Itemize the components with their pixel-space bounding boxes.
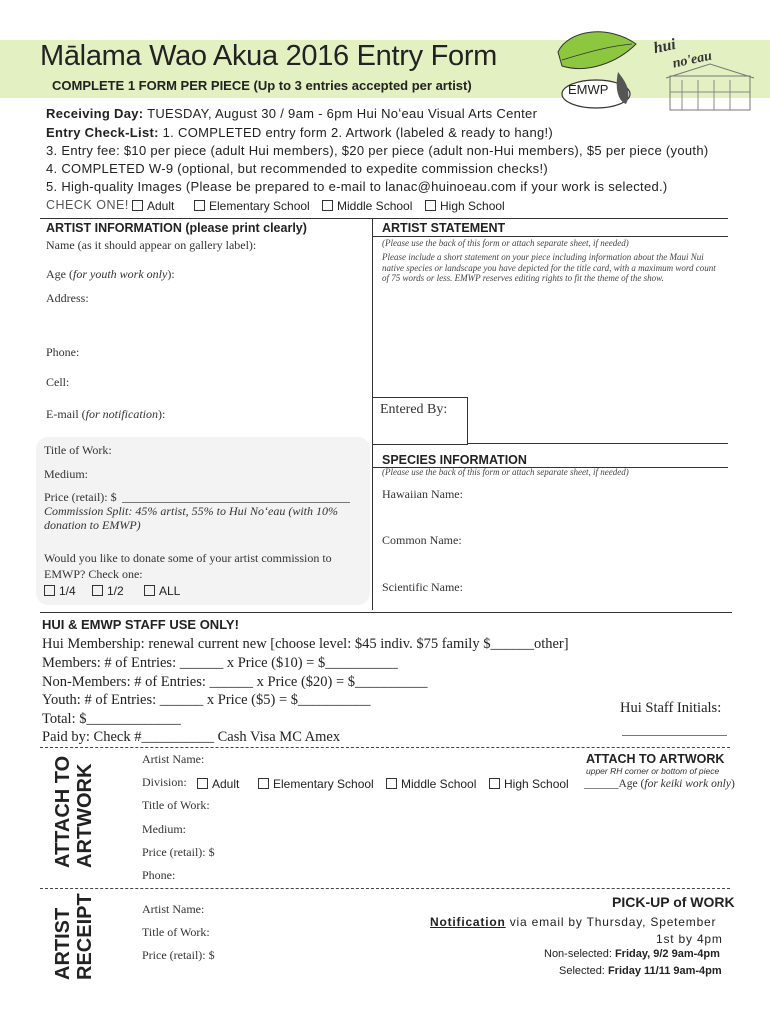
- age-field[interactable]: Age (for youth work only):: [46, 267, 175, 281]
- artist-statement-heading: ARTIST STATEMENT: [382, 221, 506, 235]
- cell-field[interactable]: Cell:: [46, 375, 70, 389]
- medium-field[interactable]: Medium:: [44, 467, 88, 481]
- receipt-title-of-work[interactable]: Title of Work:: [142, 925, 210, 939]
- attach-heading: ATTACH TO ARTWORK: [586, 752, 725, 766]
- selected-pickup: Selected: Friday 11/11 9am-4pm: [559, 965, 722, 977]
- attach-division-elementary[interactable]: Elementary School: [258, 777, 374, 791]
- attach-side-label: ATTACH TO ARTWORK: [52, 755, 96, 868]
- checklist-item-5: 5. High-quality Images (Please be prepared to e-mail to lanac@huinoeau.com if your work is selected.): [46, 179, 668, 194]
- hawaiian-name-field[interactable]: Hawaiian Name:: [382, 487, 463, 501]
- form-subtitle: COMPLETE 1 FORM PER PIECE (Up to 3 entries accepted per artist): [52, 78, 472, 93]
- checkbox-icon[interactable]: [258, 778, 269, 789]
- checkbox-icon[interactable]: [197, 778, 208, 789]
- checkbox-icon[interactable]: [144, 585, 155, 596]
- paid-by: Paid by: Check #__________ Cash Visa MC Amex: [42, 729, 341, 745]
- species-heading: SPECIES INFORMATION: [382, 453, 527, 467]
- initials-underline: [622, 735, 727, 736]
- divider: [372, 236, 728, 237]
- cut-line: [40, 888, 730, 889]
- donate-quarter[interactable]: 1/4: [44, 584, 76, 598]
- title-of-work-field[interactable]: Title of Work:: [44, 443, 112, 457]
- check-adult[interactable]: Adult: [132, 199, 174, 213]
- notification-line-2: 1st by 4pm: [656, 932, 723, 946]
- hui-membership: Hui Membership: renewal current new [choose level: $45 indiv. $75 family $______other]: [42, 636, 569, 652]
- check-elementary[interactable]: Elementary School: [194, 199, 310, 213]
- address-field[interactable]: Address:: [46, 291, 89, 305]
- statement-note: (Please use the back of this form or attach separate sheet, if needed): [382, 238, 629, 248]
- species-note: (Please use the back of this form or attach separate sheet, if needed): [382, 467, 629, 477]
- attach-division-adult[interactable]: Adult: [197, 777, 239, 791]
- nonmembers-entries: Non-Members: # of Entries: ______ x Price ($20) = $__________: [42, 674, 428, 690]
- svg-text:no'eau: no'eau: [671, 48, 714, 72]
- check-one-label: CHECK ONE!: [46, 198, 129, 212]
- checkbox-icon[interactable]: [92, 585, 103, 596]
- commission-split: Commission Split: 45% artist, 55% to Hui Noʻeau (with 10% donation to EMWP): [44, 504, 338, 532]
- divider: [467, 443, 728, 444]
- entry-checklist: Entry Check-List: 1. COMPLETED entry form 2. Artwork (labeled & ready to hang!): [46, 125, 554, 140]
- donate-half[interactable]: 1/2: [92, 584, 124, 598]
- entered-by-label: Entered By:: [380, 402, 448, 417]
- emwp-logo-text: EMWP: [568, 82, 609, 97]
- attach-title-of-work[interactable]: Title of Work:: [142, 798, 210, 812]
- checkbox-icon[interactable]: [425, 200, 436, 211]
- notification-line: Notification via email by Thursday, Spetember: [430, 915, 717, 929]
- svg-text:hui: hui: [652, 35, 678, 58]
- attach-medium[interactable]: Medium:: [142, 822, 186, 836]
- checkbox-icon[interactable]: [322, 200, 333, 211]
- members-entries: Members: # of Entries: ______ x Price ($10) = $__________: [42, 655, 398, 671]
- common-name-field[interactable]: Common Name:: [382, 533, 462, 547]
- youth-entries: Youth: # of Entries: ______ x Price ($5) = $__________: [42, 692, 371, 708]
- attach-division-label: Division:: [142, 775, 187, 789]
- receipt-price[interactable]: Price (retail): $: [142, 948, 215, 962]
- cut-line: [40, 747, 730, 748]
- price-underline: [122, 502, 350, 503]
- staff-heading: HUI & EMWP STAFF USE ONLY!: [42, 617, 239, 632]
- pickup-heading: PICK-UP of WORK: [612, 894, 735, 910]
- attach-division-middle[interactable]: Middle School: [386, 777, 476, 791]
- attach-subheading: upper RH corner or bottom of piece: [586, 766, 720, 776]
- receipt-side-label: ARTIST RECEIPT: [52, 893, 96, 980]
- divider: [40, 612, 732, 613]
- checkbox-icon[interactable]: [194, 200, 205, 211]
- nonselected-pickup: Non-selected: Friday, 9/2 9am-4pm: [544, 948, 720, 960]
- receiving-day: Receiving Day: TUESDAY, August 30 / 9am - 6pm Hui Noʻeau Visual Arts Center: [46, 106, 538, 121]
- check-middle[interactable]: Middle School: [322, 199, 412, 213]
- emwp-logo: [548, 22, 648, 114]
- attach-age-field[interactable]: ______Age (for keiki work only): [584, 778, 735, 790]
- name-field[interactable]: Name (as it should appear on gallery label):: [46, 238, 257, 252]
- staff-initials: Hui Staff Initials:: [620, 700, 722, 716]
- total: Total: $_____________: [42, 711, 181, 727]
- donate-all[interactable]: ALL: [144, 584, 180, 598]
- checklist-item-3: 3. Entry fee: $10 per piece (adult Hui members), $20 per piece (adult non-Hui members), $5 per piece (youth): [46, 143, 709, 158]
- hui-noeau-logo: [650, 28, 760, 118]
- checklist-item-4: 4. COMPLETED W-9 (optional, but recommended to expedite commission checks!): [46, 161, 549, 176]
- attach-artist-name[interactable]: Artist Name:: [142, 752, 205, 766]
- attach-division-high[interactable]: High School: [489, 777, 569, 791]
- checkbox-icon[interactable]: [489, 778, 500, 789]
- email-field[interactable]: E-mail (for notification):: [46, 407, 166, 421]
- divider: [40, 218, 728, 219]
- attach-price[interactable]: Price (retail): $: [142, 845, 215, 859]
- receipt-artist-name[interactable]: Artist Name:: [142, 902, 205, 916]
- artist-info-heading: ARTIST INFORMATION (please print clearly): [46, 221, 307, 235]
- scientific-name-field[interactable]: Scientific Name:: [382, 580, 463, 594]
- form-title: Mālama Wao Akua 2016 Entry Form: [40, 40, 498, 72]
- price-field[interactable]: Price (retail): $: [44, 490, 117, 504]
- phone-field[interactable]: Phone:: [46, 345, 80, 359]
- checkbox-icon[interactable]: [132, 200, 143, 211]
- donate-question: Would you like to donate some of your artist commission to EMWP? Check one:: [44, 551, 332, 581]
- attach-phone[interactable]: Phone:: [142, 868, 176, 882]
- checkbox-icon[interactable]: [44, 585, 55, 596]
- checkbox-icon[interactable]: [386, 778, 397, 789]
- check-high[interactable]: High School: [425, 199, 505, 213]
- statement-instructions: Please include a short statement on your piece including information about the Maui Nui native species or landscape you have depicted for the title card, with a maximum word count of 75 words or less. EMWP reserves editing rights to fit the theme of the show.: [382, 252, 716, 283]
